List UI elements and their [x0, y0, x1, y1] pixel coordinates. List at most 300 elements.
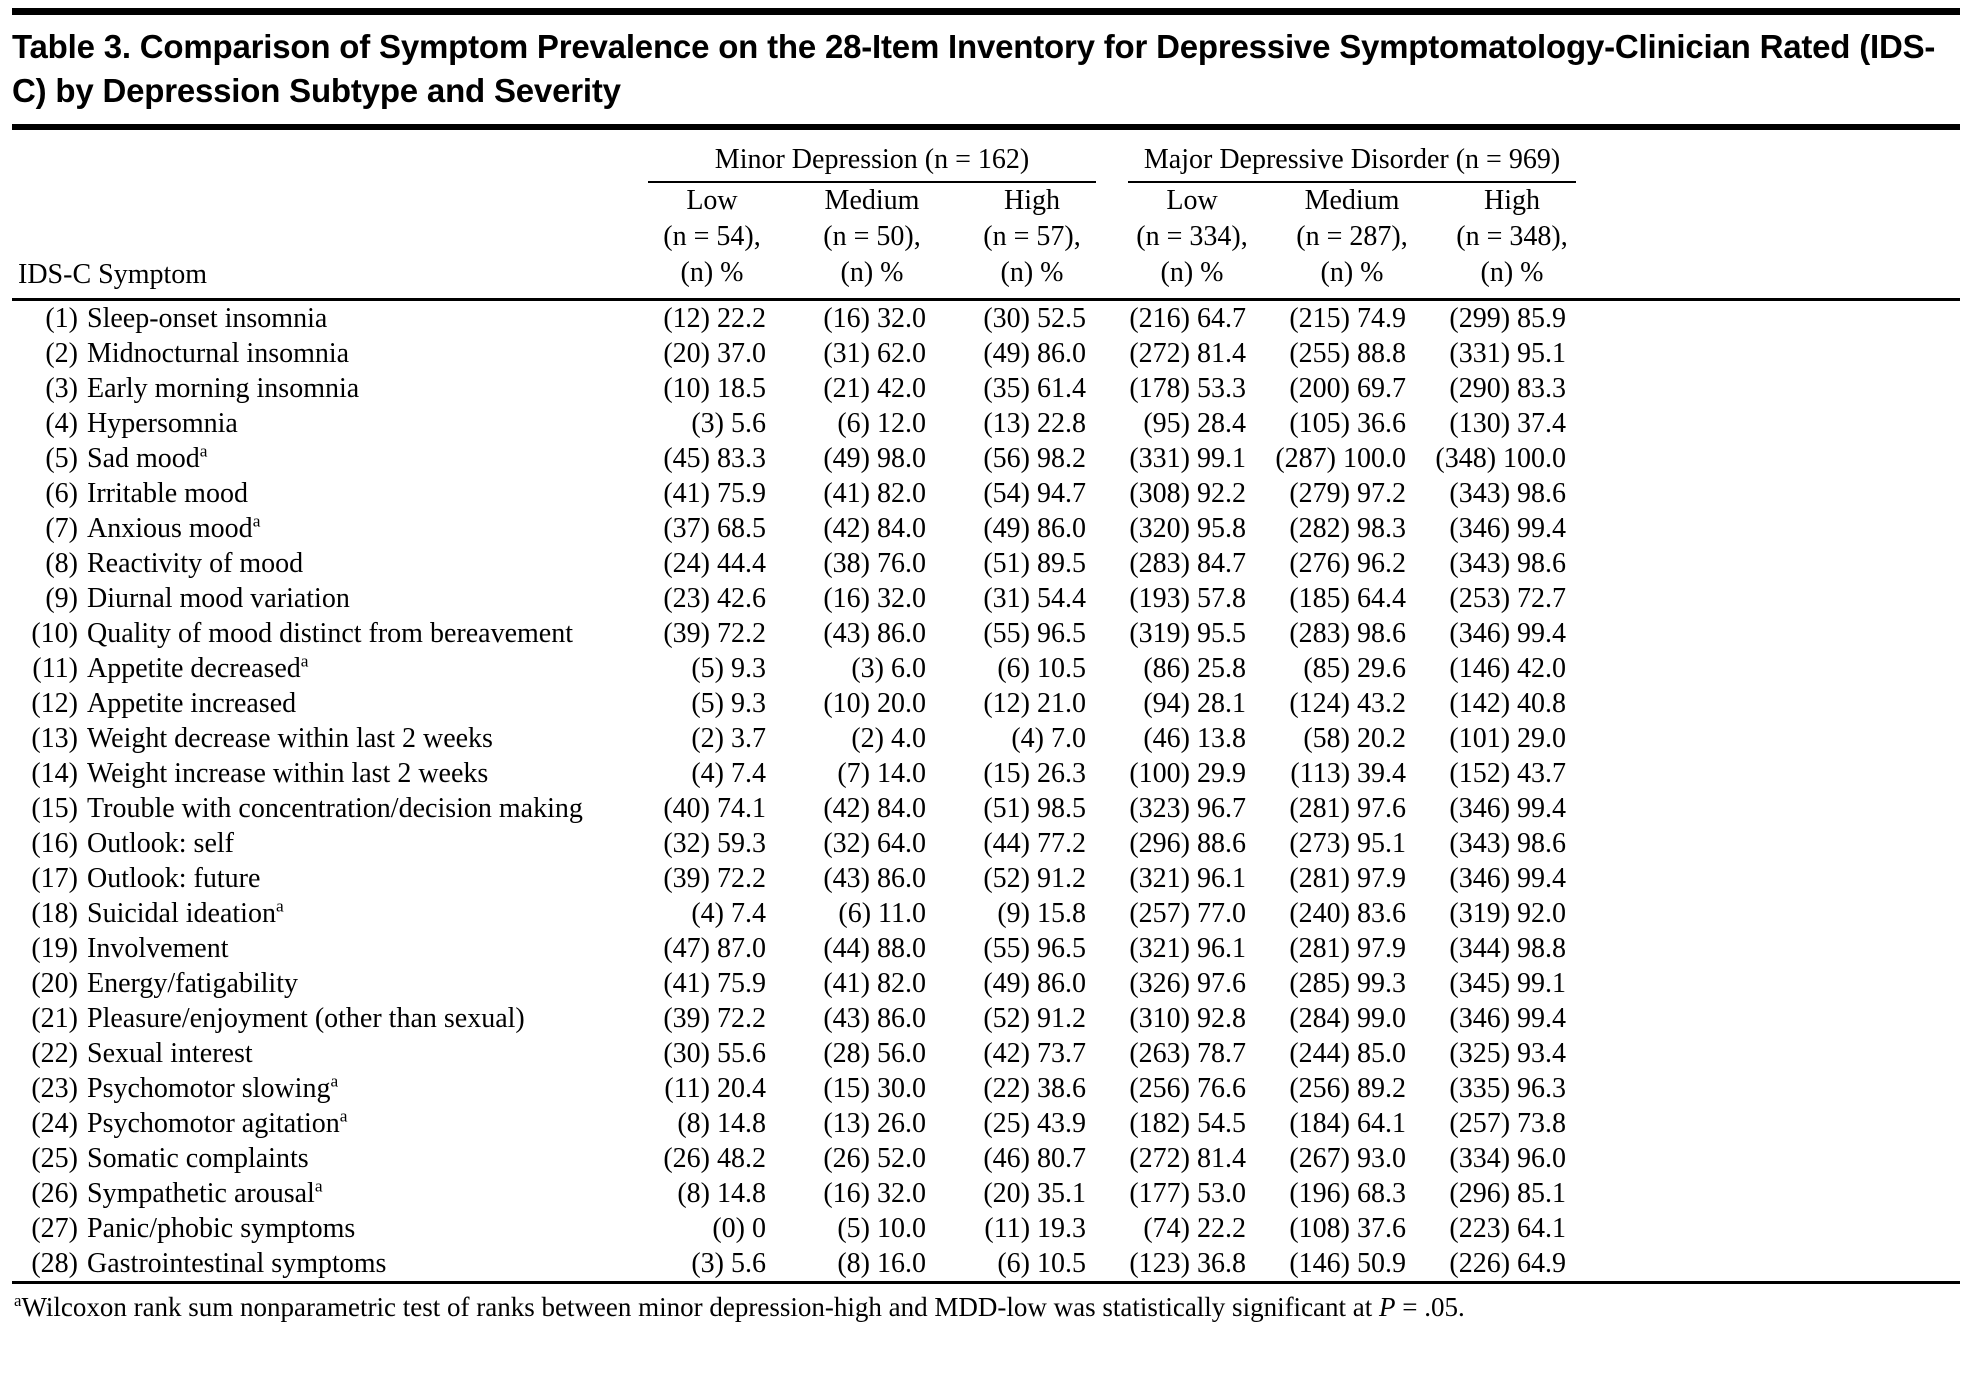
- col-header-line: Low: [1166, 185, 1218, 217]
- cell-value: (43) 86.0: [823, 618, 926, 650]
- spacer-cell: [1592, 546, 1960, 581]
- top-rule: [12, 8, 1960, 15]
- cell-value: (323) 96.7: [1129, 793, 1247, 825]
- cell-value: (9) 15.8: [997, 898, 1087, 930]
- cell-value: (123) 36.8: [1112, 1246, 1272, 1283]
- cell-value: (7) 14.0: [837, 758, 926, 790]
- table-row: [12, 300, 1960, 337]
- cell-value: (279) 97.2: [1289, 478, 1407, 510]
- spacer-cell: [1592, 861, 1960, 896]
- cell-value: (113) 39.4: [1290, 758, 1407, 790]
- symptom-label: [12, 511, 632, 546]
- significance-marker: a: [339, 1106, 348, 1126]
- cell-value: (335) 96.3: [1449, 1073, 1567, 1105]
- cell-value: (285) 99.3: [1289, 968, 1407, 1000]
- symptom-name: Hypersomnia: [87, 408, 238, 440]
- table-row: [12, 1211, 1960, 1246]
- cell-value: (267) 93.0: [1289, 1143, 1407, 1175]
- cell-value: (10) 18.5: [663, 373, 766, 405]
- table-row: [12, 861, 1960, 896]
- symptom-label: [12, 406, 632, 441]
- cell-value: (25) 43.9: [983, 1108, 1087, 1140]
- col-header-line: Low: [686, 185, 738, 217]
- cell-value: (42) 84.0: [823, 513, 926, 545]
- cell-value: (42) 73.7: [983, 1038, 1087, 1070]
- symptom-number: (28): [31, 1248, 78, 1280]
- cell-value: (185) 64.4: [1289, 583, 1407, 615]
- symptom-label: [12, 931, 632, 966]
- symptom-number: (21): [31, 1003, 78, 1035]
- cell-value: (26) 48.2: [663, 1143, 766, 1175]
- cell-value: (2) 3.7: [691, 723, 766, 755]
- cell-value: (49) 86.0: [983, 338, 1087, 370]
- col-header-line: High: [1484, 185, 1541, 217]
- cell-value: (3) 5.6: [632, 1246, 792, 1283]
- group-header-row: [12, 130, 1960, 183]
- cell-value: (325) 93.4: [1449, 1038, 1567, 1070]
- symptom-label: [12, 896, 632, 931]
- cell-value: (8) 16.0: [792, 1246, 952, 1283]
- symptom-label: [12, 1106, 632, 1141]
- cell-value: (49) 86.0: [983, 968, 1087, 1000]
- symptom-number: (1): [45, 303, 78, 335]
- symptom-name: Panic/phobic symptoms: [87, 1213, 356, 1245]
- table-row: [12, 721, 1960, 756]
- significance-marker: a: [314, 1176, 323, 1196]
- cell-value: (6) 11.0: [838, 898, 926, 930]
- cell-value: (257) 77.0: [1129, 898, 1247, 930]
- cell-value: (41) 82.0: [823, 968, 926, 1000]
- symptom-name: Reactivity of mood: [87, 548, 304, 580]
- symptom-label: [12, 476, 632, 511]
- cell-value: (321) 96.1: [1129, 863, 1247, 895]
- symptom-label: [12, 371, 632, 406]
- symptom-label: [12, 686, 632, 721]
- table-row: [12, 441, 1960, 476]
- cell-value: (105) 36.6: [1289, 408, 1407, 440]
- cell-value: (177) 53.0: [1129, 1178, 1247, 1210]
- symptom-label: [12, 756, 632, 791]
- symptom-name: Sleep-onset insomnia: [87, 303, 328, 335]
- cell-value: (272) 81.4: [1129, 338, 1247, 370]
- cell-value: (6) 10.5: [997, 653, 1087, 685]
- cell-value: (326) 97.6: [1129, 968, 1247, 1000]
- cell-value: (299) 85.9: [1449, 303, 1567, 335]
- spacer-cell: [1592, 1141, 1960, 1176]
- table-row: [12, 791, 1960, 826]
- cell-value: (13) 26.0: [823, 1108, 926, 1140]
- cell-value: (196) 68.3: [1289, 1178, 1407, 1210]
- symptom-name: Quality of mood distinct from bereavement: [87, 618, 573, 650]
- cell-value: (320) 95.8: [1129, 513, 1247, 545]
- cell-value: (184) 64.1: [1289, 1108, 1407, 1140]
- cell-value: (95) 28.4: [1143, 408, 1247, 440]
- symptom-prevalence-table: [12, 130, 1960, 1284]
- cell-value: (16) 32.0: [823, 583, 926, 615]
- cell-value: (263) 78.7: [1129, 1038, 1247, 1070]
- cell-value: (39) 72.2: [663, 1003, 766, 1035]
- cell-value: (276) 96.2: [1289, 548, 1407, 580]
- cell-value: (281) 97.9: [1289, 933, 1407, 965]
- col-header-line: (n) %: [1320, 257, 1384, 289]
- spacer-cell: [1592, 1001, 1960, 1036]
- significance-marker: a: [252, 511, 261, 531]
- cell-value: (24) 44.4: [663, 548, 766, 580]
- group-header-mdd: [1112, 130, 1592, 183]
- table-row: [12, 581, 1960, 616]
- cell-value: (43) 86.0: [823, 1003, 926, 1035]
- symptom-number: (27): [31, 1213, 78, 1245]
- group-header-filler: [1592, 130, 1960, 183]
- cell-value: (281) 97.9: [1289, 863, 1407, 895]
- symptom-number: (5): [45, 443, 78, 475]
- footnote-p-symbol: P: [1379, 1292, 1396, 1323]
- table-row: [12, 686, 1960, 721]
- cell-value: (319) 92.0: [1449, 898, 1567, 930]
- symptom-label: [12, 966, 632, 1001]
- spacer-cell: [1592, 791, 1960, 826]
- cell-value: (142) 40.8: [1449, 688, 1567, 720]
- cell-value: (200) 69.7: [1289, 373, 1407, 405]
- column-header-filler: [1592, 183, 1960, 300]
- symptom-name: Sympathetic arousal: [87, 1178, 315, 1210]
- spacer-cell: [1592, 1211, 1960, 1246]
- symptom-label: [12, 651, 632, 686]
- symptom-number: (4): [45, 408, 78, 440]
- group-header-minor: [632, 130, 1112, 183]
- spacer-cell: [1592, 300, 1960, 337]
- spacer-cell: [1592, 441, 1960, 476]
- column-header-row: [12, 183, 1960, 300]
- cell-value: (283) 84.7: [1129, 548, 1247, 580]
- symptom-number: (10): [31, 618, 78, 650]
- cell-value: (343) 98.6: [1449, 548, 1567, 580]
- cell-value: (11) 19.3: [984, 1213, 1087, 1245]
- cell-value: (15) 26.3: [983, 758, 1087, 790]
- cell-value: (344) 98.8: [1449, 933, 1567, 965]
- cell-value: (124) 43.2: [1289, 688, 1407, 720]
- col-header-minor-high: [952, 183, 1112, 300]
- cell-value: (94) 28.1: [1143, 688, 1247, 720]
- spacer-cell: [1592, 1071, 1960, 1106]
- cell-value: (86) 25.8: [1143, 653, 1247, 685]
- cell-value: (41) 82.0: [823, 478, 926, 510]
- spacer-cell: [1592, 476, 1960, 511]
- symptom-name: Pleasure/enjoyment (other than sexual): [87, 1003, 525, 1035]
- symptom-label: [12, 826, 632, 861]
- symptom-name: Suicidal ideation: [87, 898, 276, 930]
- cell-value: (296) 88.6: [1129, 828, 1247, 860]
- symptom-number: (26): [31, 1178, 78, 1210]
- cell-value: (346) 99.4: [1449, 793, 1567, 825]
- spacer-cell: [1592, 581, 1960, 616]
- symptom-number: (13): [31, 723, 78, 755]
- col-header-line: (n) %: [840, 257, 904, 289]
- cell-value: (319) 95.5: [1129, 618, 1247, 650]
- table-row: [12, 651, 1960, 686]
- symptom-number: (25): [31, 1143, 78, 1175]
- cell-value: (178) 53.3: [1129, 373, 1247, 405]
- symptom-name: Outlook: future: [87, 863, 261, 895]
- spacer-cell: [1592, 826, 1960, 861]
- cell-value: (296) 85.1: [1449, 1178, 1567, 1210]
- cell-value: (44) 88.0: [823, 933, 926, 965]
- cell-value: (85) 29.6: [1303, 653, 1407, 685]
- cell-value: (49) 86.0: [983, 513, 1087, 545]
- cell-value: (321) 96.1: [1129, 933, 1247, 965]
- cell-value: (283) 98.6: [1289, 618, 1407, 650]
- symptom-name: Midnocturnal insomnia: [87, 338, 350, 370]
- cell-value: (47) 87.0: [663, 933, 766, 965]
- cell-value: (32) 59.3: [663, 828, 766, 860]
- spacer-cell: [1592, 616, 1960, 651]
- significance-marker: a: [330, 1071, 339, 1091]
- cell-value: (0) 0: [712, 1213, 766, 1245]
- cell-value: (273) 95.1: [1289, 828, 1407, 860]
- cell-value: (49) 98.0: [823, 443, 926, 475]
- cell-value: (4) 7.4: [691, 758, 766, 790]
- table-row: [12, 546, 1960, 581]
- cell-value: (346) 99.4: [1449, 513, 1567, 545]
- col-header-mdd-medium: [1272, 183, 1432, 300]
- cell-value: (15) 30.0: [823, 1073, 926, 1105]
- cell-value: (31) 54.4: [983, 583, 1087, 615]
- symptom-label: [12, 861, 632, 896]
- cell-value: (52) 91.2: [983, 1003, 1087, 1035]
- symptom-name: Weight decrease within last 2 weeks: [87, 723, 493, 755]
- symptom-label: [12, 1211, 632, 1246]
- col-header-line: (n) %: [1000, 257, 1064, 289]
- table-row: [12, 476, 1960, 511]
- symptom-name: Psychomotor slowing: [87, 1073, 331, 1105]
- cell-value: (55) 96.5: [983, 933, 1087, 965]
- cell-value: (146) 50.9: [1272, 1246, 1432, 1283]
- cell-value: (287) 100.0: [1275, 443, 1407, 475]
- col-header-line: (n = 50),: [823, 221, 921, 253]
- group-header-spacer: [12, 130, 632, 183]
- col-header-line: High: [1004, 185, 1060, 217]
- cell-value: (345) 99.1: [1449, 968, 1567, 1000]
- cell-value: (46) 80.7: [983, 1143, 1087, 1175]
- symptom-name: Psychomotor agitation: [87, 1108, 340, 1140]
- symptom-number: (11): [32, 653, 78, 685]
- cell-value: (12) 21.0: [983, 688, 1087, 720]
- symptom-number: (19): [31, 933, 78, 965]
- symptom-number: (8): [45, 548, 78, 580]
- symptom-label: [12, 1246, 632, 1283]
- cell-value: (41) 75.9: [663, 968, 766, 1000]
- col-header-line: (n) %: [680, 257, 744, 289]
- table-row: [12, 1246, 1960, 1283]
- cell-value: (193) 57.8: [1129, 583, 1247, 615]
- spacer-cell: [1592, 1106, 1960, 1141]
- symptom-label: [12, 1141, 632, 1176]
- table-row: [12, 896, 1960, 931]
- cell-value: (12) 22.2: [663, 303, 766, 335]
- cell-value: (272) 81.4: [1129, 1143, 1247, 1175]
- cell-value: (281) 97.6: [1289, 793, 1407, 825]
- cell-value: (20) 35.1: [983, 1178, 1087, 1210]
- cell-value: (4) 7.0: [1011, 723, 1087, 755]
- spacer-cell: [1592, 406, 1960, 441]
- col-header-line: (n = 334),: [1136, 221, 1248, 253]
- cell-value: (346) 99.4: [1449, 863, 1567, 895]
- footnote: [12, 1284, 1960, 1323]
- col-header-minor-medium: [792, 183, 952, 300]
- symptom-name: Early morning insomnia: [87, 373, 360, 405]
- table-row: [12, 1071, 1960, 1106]
- cell-value: (308) 92.2: [1129, 478, 1247, 510]
- symptom-label: [12, 336, 632, 371]
- spacer-cell: [1592, 1246, 1960, 1283]
- symptom-label: [12, 1071, 632, 1106]
- symptom-number: (2): [45, 338, 78, 370]
- cell-value: (74) 22.2: [1143, 1213, 1247, 1245]
- table-row: [12, 826, 1960, 861]
- cell-value: (20) 37.0: [663, 338, 766, 370]
- symptom-number: (17): [31, 863, 78, 895]
- cell-value: (35) 61.4: [983, 373, 1087, 405]
- cell-value: (28) 56.0: [823, 1038, 926, 1070]
- spacer-cell: [1592, 931, 1960, 966]
- col-header-line: (n = 54),: [663, 221, 761, 253]
- footnote-text: Wilcoxon rank sum nonparametric test of ranks between minor depression-high and MDD-low was statistically significant at: [21, 1292, 1380, 1323]
- cell-value: (108) 37.6: [1289, 1213, 1407, 1245]
- cell-value: (42) 84.0: [823, 793, 926, 825]
- symptom-name: Outlook: self: [87, 828, 234, 860]
- cell-value: (146) 42.0: [1449, 653, 1567, 685]
- cell-value: (346) 99.4: [1449, 1003, 1567, 1035]
- symptom-number: (22): [31, 1038, 78, 1070]
- cell-value: (256) 89.2: [1289, 1073, 1407, 1105]
- group-label-minor-depression: Minor Depression (n = 162): [648, 144, 1096, 183]
- cell-value: (58) 20.2: [1303, 723, 1407, 755]
- table-row: [12, 1141, 1960, 1176]
- cell-value: (3) 6.0: [851, 653, 926, 685]
- symptom-number: (20): [31, 968, 78, 1000]
- cell-value: (152) 43.7: [1449, 758, 1567, 790]
- cell-value: (223) 64.1: [1449, 1213, 1567, 1245]
- symptom-label: [12, 581, 632, 616]
- cell-value: (348) 100.0: [1435, 443, 1567, 475]
- cell-value: (30) 55.6: [663, 1038, 766, 1070]
- cell-value: (290) 83.3: [1449, 373, 1567, 405]
- spacer-cell: [1592, 756, 1960, 791]
- significance-marker: a: [275, 896, 284, 916]
- significance-marker: a: [300, 651, 309, 671]
- cell-value: (331) 99.1: [1129, 443, 1247, 475]
- col-header-line: Medium: [824, 185, 920, 217]
- symptom-number: (7): [45, 513, 78, 545]
- symptom-label: [12, 1176, 632, 1211]
- footnote-marker: a: [14, 1291, 22, 1311]
- spacer-cell: [1592, 651, 1960, 686]
- symptom-name: Appetite decreased: [87, 653, 301, 685]
- significance-marker: a: [199, 441, 208, 461]
- cell-value: (55) 96.5: [983, 618, 1087, 650]
- table-row: [12, 1036, 1960, 1071]
- cell-value: (284) 99.0: [1289, 1003, 1407, 1035]
- table-row: [12, 1106, 1960, 1141]
- symptom-number: (24): [31, 1108, 78, 1140]
- cell-value: (16) 32.0: [823, 1178, 926, 1210]
- cell-value: (30) 52.5: [983, 303, 1087, 335]
- cell-value: (282) 98.3: [1289, 513, 1407, 545]
- symptom-number: (23): [31, 1073, 78, 1105]
- symptom-number: (18): [31, 898, 78, 930]
- col-header-line: (n = 287),: [1296, 221, 1408, 253]
- cell-value: (255) 88.8: [1289, 338, 1407, 370]
- cell-value: (32) 64.0: [823, 828, 926, 860]
- symptom-name: Appetite increased: [87, 688, 297, 720]
- spacer-cell: [1592, 511, 1960, 546]
- cell-value: (343) 98.6: [1449, 828, 1567, 860]
- cell-value: (3) 5.6: [691, 408, 766, 440]
- cell-value: (56) 98.2: [983, 443, 1087, 475]
- cell-value: (101) 29.0: [1449, 723, 1567, 755]
- symptom-name: Sad mood: [87, 443, 200, 475]
- symptom-label: [12, 616, 632, 651]
- cell-value: (39) 72.2: [663, 618, 766, 650]
- spacer-cell: [1592, 371, 1960, 406]
- symptom-name: Anxious mood: [87, 513, 253, 545]
- col-header-line: (n) %: [1160, 257, 1224, 289]
- cell-value: (38) 76.0: [823, 548, 926, 580]
- cell-value: (253) 72.7: [1449, 583, 1567, 615]
- cell-value: (54) 94.7: [983, 478, 1087, 510]
- symptom-name: Weight increase within last 2 weeks: [87, 758, 489, 790]
- symptom-label: [12, 1001, 632, 1036]
- cell-value: (5) 9.3: [691, 688, 766, 720]
- symptom-name: Somatic complaints: [87, 1143, 309, 1175]
- cell-value: (257) 73.8: [1449, 1108, 1567, 1140]
- symptom-name: Irritable mood: [87, 478, 248, 510]
- spacer-cell: [1592, 1176, 1960, 1211]
- symptom-number: (9): [45, 583, 78, 615]
- cell-value: (4) 7.4: [691, 898, 766, 930]
- table-row: [12, 966, 1960, 1001]
- spacer-cell: [1592, 966, 1960, 1001]
- cell-value: (182) 54.5: [1129, 1108, 1247, 1140]
- col-header-line: (n) %: [1480, 257, 1544, 289]
- symptom-label: [12, 441, 632, 476]
- spacer-cell: [1592, 1036, 1960, 1071]
- cell-value: (5) 10.0: [837, 1213, 926, 1245]
- table-row: [12, 511, 1960, 546]
- cell-value: (16) 32.0: [823, 303, 926, 335]
- symptom-number: (16): [31, 828, 78, 860]
- footnote-rest: = .05.: [1395, 1292, 1465, 1323]
- symptom-label: [12, 546, 632, 581]
- symptom-name: Diurnal mood variation: [87, 583, 350, 615]
- cell-value: (44) 77.2: [983, 828, 1087, 860]
- cell-value: (100) 29.9: [1129, 758, 1247, 790]
- symptom-name: Sexual interest: [87, 1038, 253, 1070]
- cell-value: (334) 96.0: [1449, 1143, 1567, 1175]
- symptom-number: (3): [45, 373, 78, 405]
- cell-value: (240) 83.6: [1289, 898, 1407, 930]
- spacer-cell: [1592, 721, 1960, 756]
- col-header-line: Medium: [1304, 185, 1400, 217]
- cell-value: (256) 76.6: [1129, 1073, 1247, 1105]
- col-header-line: (n = 57),: [983, 221, 1081, 253]
- symptom-label: [12, 721, 632, 756]
- symptom-name: Gastrointestinal symptoms: [87, 1248, 387, 1280]
- cell-value: (346) 99.4: [1449, 618, 1567, 650]
- cell-value: (46) 13.8: [1143, 723, 1247, 755]
- symptom-number: (15): [31, 793, 78, 825]
- symptom-number: (6): [45, 478, 78, 510]
